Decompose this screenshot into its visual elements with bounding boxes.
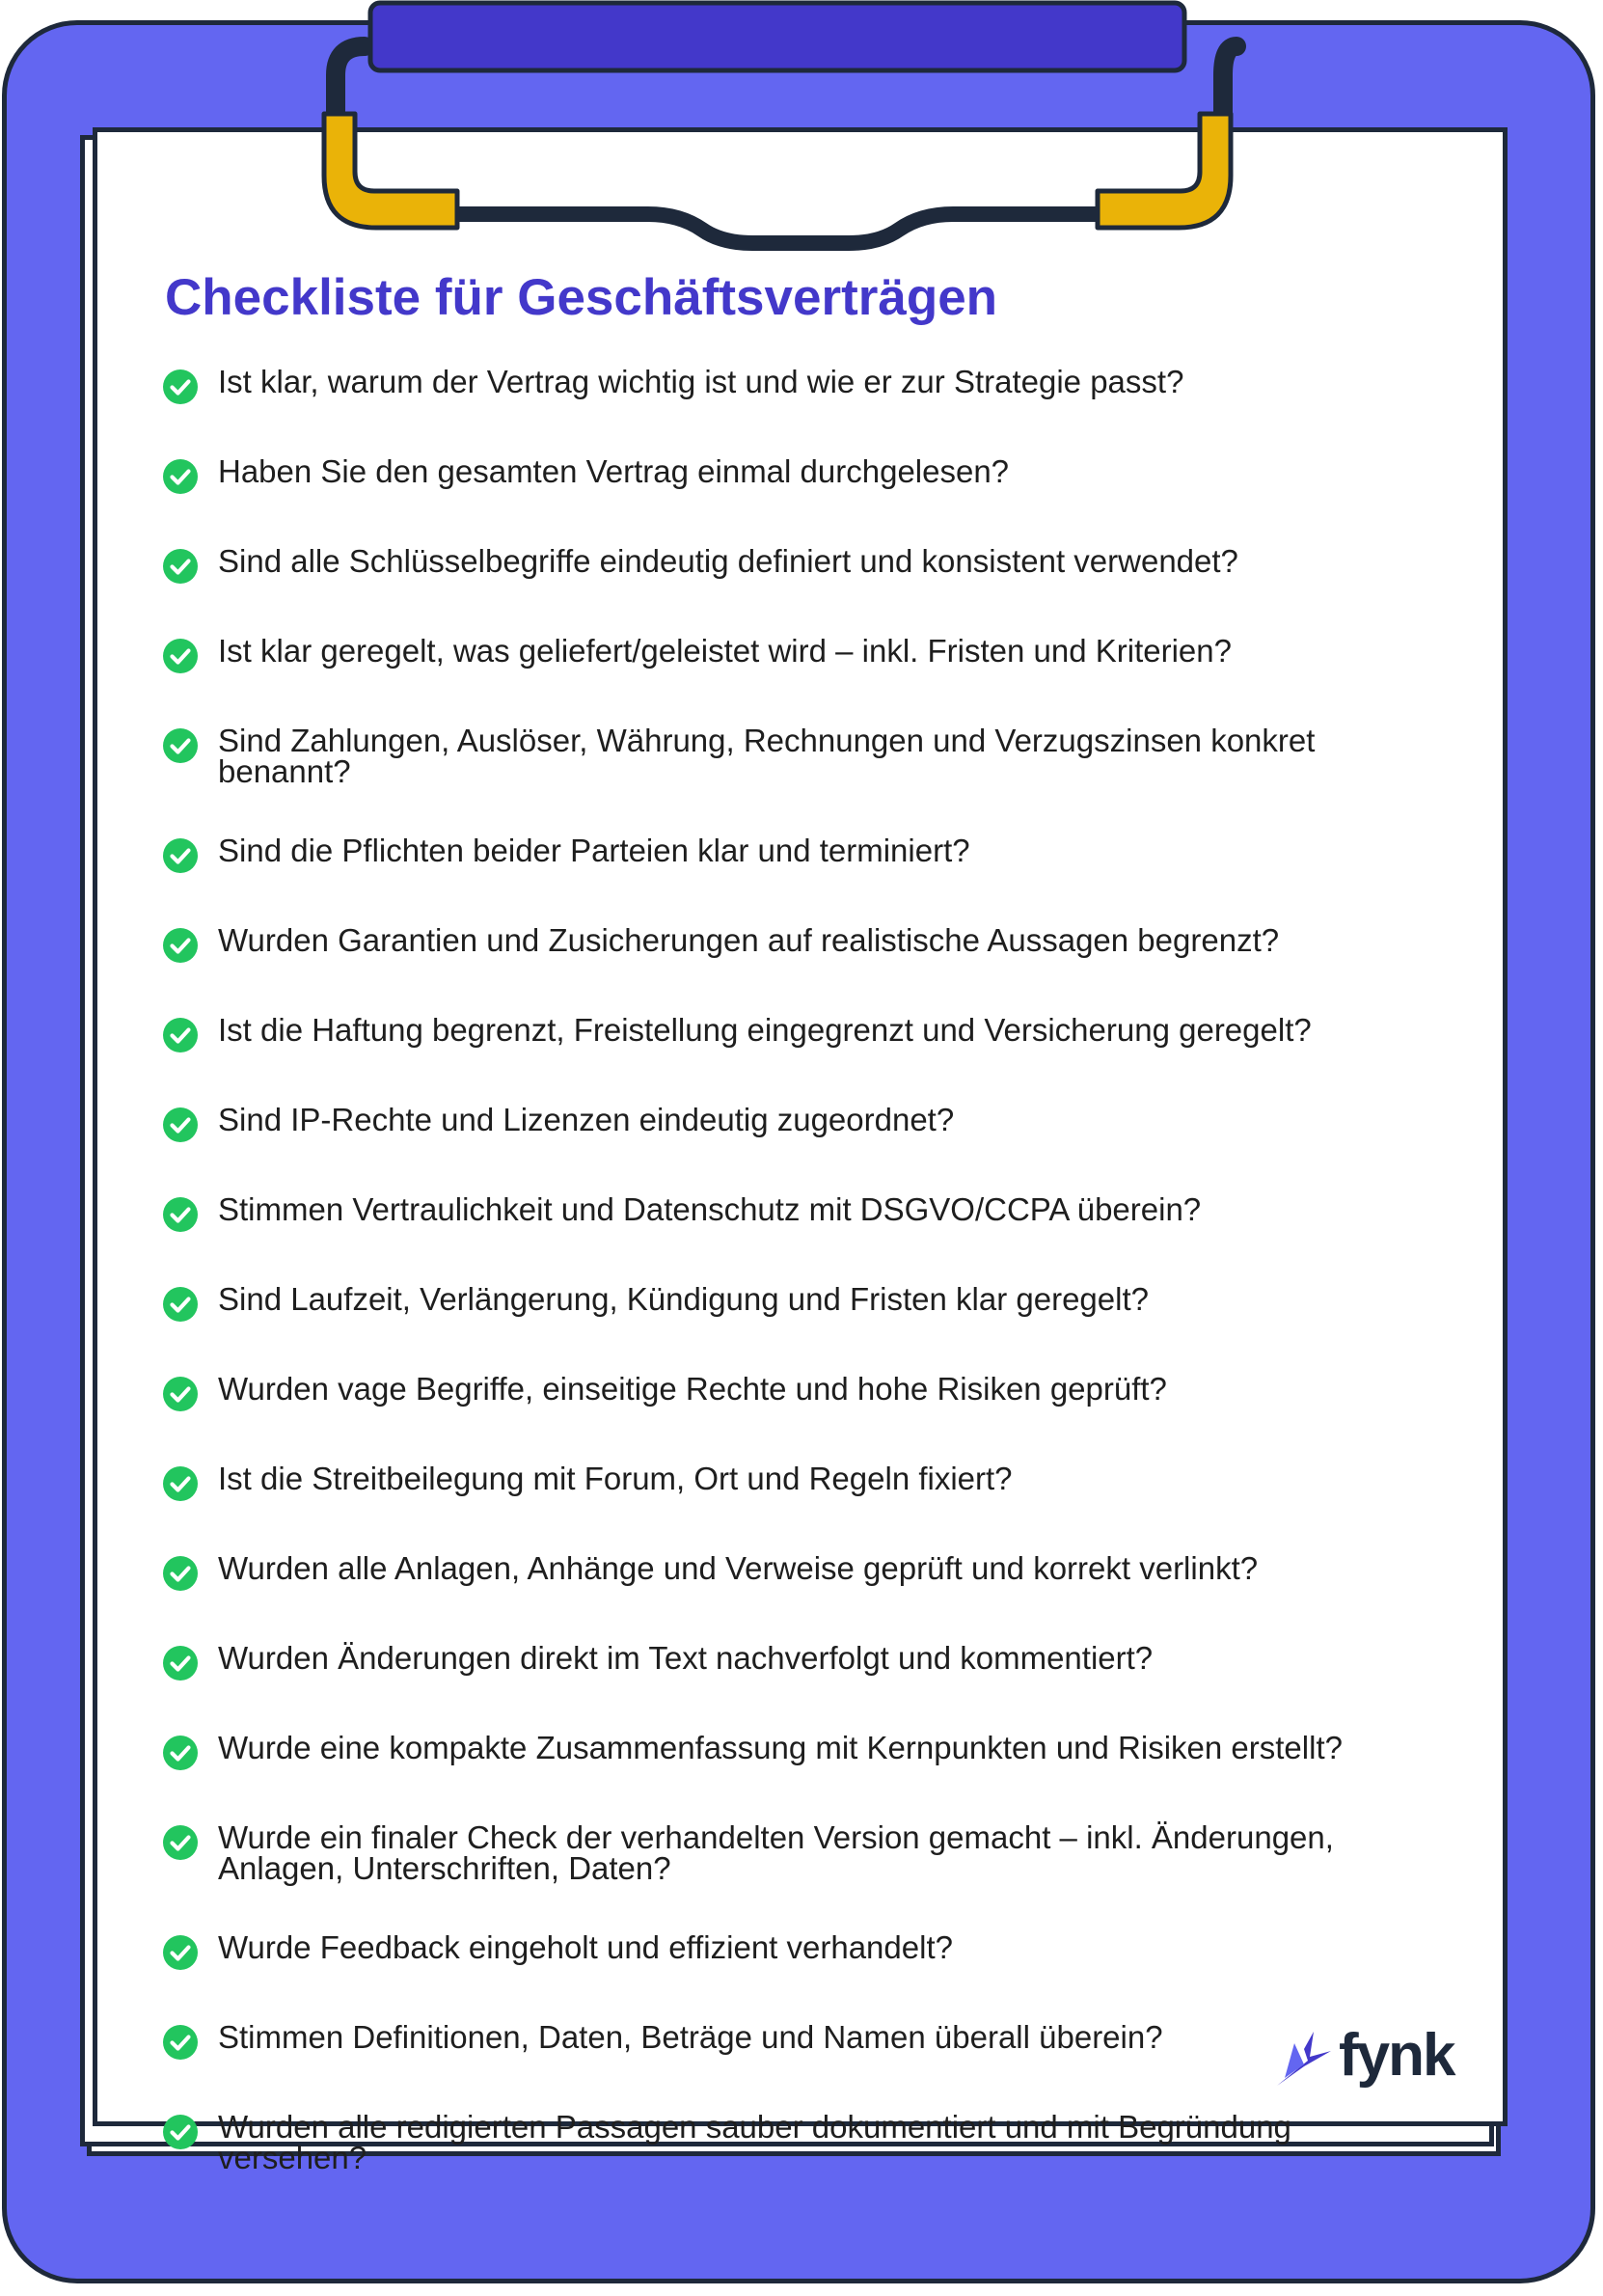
check-circle-icon bbox=[162, 1465, 199, 1502]
checklist-item bbox=[162, 1102, 1445, 1143]
checklist-item-text: Haben Sie den gesamten Vertrag einmal durchgelesen? bbox=[218, 453, 1010, 489]
checklist-item bbox=[162, 1281, 1445, 1323]
checklist-item-text: Wurden Änderungen direkt im Text nachverfolgt und kommentiert? bbox=[218, 1640, 1154, 1676]
check-circle-icon bbox=[162, 1735, 199, 1771]
checklist-item-text: Wurde ein finaler Check der verhandelten Version gemacht – inkl. Änderungen, Anlagen, Unterschriften, Daten? bbox=[218, 1819, 1334, 1886]
check-circle-icon bbox=[162, 1196, 199, 1233]
checklist-item bbox=[162, 1012, 1445, 1053]
checklist-item bbox=[162, 835, 1445, 874]
check-circle-icon bbox=[162, 458, 199, 495]
check-circle-icon bbox=[162, 927, 199, 964]
checklist-item-text: Ist klar, warum der Vertrag wichtig ist und wie er zur Strategie passt? bbox=[218, 364, 1184, 399]
checklist-item-text: Sind Zahlungen, Auslöser, Währung, Rechnungen und Verzugszinsen konkret benannt? bbox=[218, 723, 1316, 789]
checklist-item-text: Sind IP-Rechte und Lizenzen eindeutig zugeordnet? bbox=[218, 1102, 955, 1137]
logo-wordmark: fynk bbox=[1339, 2022, 1454, 2089]
brand-logo bbox=[1275, 2022, 1454, 2090]
check-circle-icon bbox=[162, 1376, 199, 1412]
checklist-item-text: Wurde Feedback eingeholt und effizient verhandelt? bbox=[218, 1929, 953, 1965]
checklist bbox=[162, 364, 1445, 2222]
checklist-item-text: Sind die Pflichten beider Parteien klar und terminiert? bbox=[218, 833, 970, 868]
checklist-item bbox=[162, 1191, 1445, 1233]
checklist-item bbox=[162, 2019, 1445, 2061]
check-circle-icon bbox=[162, 1107, 199, 1143]
checklist-item bbox=[162, 1730, 1445, 1771]
check-circle-icon bbox=[162, 638, 199, 674]
checklist-item bbox=[162, 725, 1445, 787]
checklist-item-text: Stimmen Vertraulichkeit und Datenschutz mit DSGVO/CCPA überein? bbox=[218, 1191, 1202, 1227]
checklist-item bbox=[162, 922, 1445, 964]
clip-hook-right bbox=[1098, 114, 1231, 228]
checklist-item bbox=[162, 1463, 1445, 1502]
checklist-item-text: Wurden alle Anlagen, Anhänge und Verweise geprüft und korrekt verlinkt? bbox=[218, 1550, 1259, 1586]
checklist-item bbox=[162, 1371, 1445, 1412]
checklist-item-text: Stimmen Definitionen, Daten, Beträge und Namen überall überein? bbox=[218, 2019, 1163, 2055]
bird-logo-icon bbox=[1275, 2022, 1335, 2090]
check-circle-icon bbox=[162, 2114, 199, 2150]
page-title: Checkliste für Geschäftsverträgen bbox=[165, 269, 998, 326]
checklist-item bbox=[162, 543, 1445, 585]
checklist-item-text: Wurden Garantien und Zusicherungen auf realistische Aussagen begrenzt? bbox=[218, 922, 1280, 958]
checklist-item bbox=[162, 453, 1445, 495]
check-circle-icon bbox=[162, 1645, 199, 1681]
checklist-item bbox=[162, 1929, 1445, 1971]
checklist-item-text: Sind Laufzeit, Verlängerung, Kündigung und Fristen klar geregelt? bbox=[218, 1281, 1149, 1317]
clip-hook-left bbox=[324, 114, 457, 228]
checklist-item-text: Ist die Streitbeilegung mit Forum, Ort und Regeln fixiert? bbox=[218, 1461, 1013, 1496]
checklist-item bbox=[162, 633, 1445, 674]
check-circle-icon bbox=[162, 727, 199, 764]
checklist-item-text: Ist die Haftung begrenzt, Freistellung eingegrenzt und Versicherung geregelt? bbox=[218, 1012, 1312, 1048]
checklist-item bbox=[162, 2109, 1445, 2175]
check-circle-icon bbox=[162, 1824, 199, 1861]
checklist-item-text: Sind alle Schlüsselbegriffe eindeutig definiert und konsistent verwendet? bbox=[218, 543, 1238, 579]
check-circle-icon bbox=[162, 837, 199, 874]
checklist-item bbox=[162, 1640, 1445, 1681]
clip-top-bar bbox=[370, 3, 1184, 70]
clipboard-clip bbox=[0, 0, 1603, 251]
check-circle-icon bbox=[162, 1017, 199, 1053]
checklist-item bbox=[162, 1819, 1445, 1886]
checklist-item-text: Wurde eine kompakte Zusammenfassung mit Kernpunkten und Risiken erstellt? bbox=[218, 1730, 1343, 1765]
check-circle-icon bbox=[162, 1555, 199, 1592]
check-circle-icon bbox=[162, 1934, 199, 1971]
checklist-item-text: Ist klar geregelt, was geliefert/geleistet wird – inkl. Fristen und Kriterien? bbox=[218, 633, 1232, 669]
check-circle-icon bbox=[162, 548, 199, 585]
check-circle-icon bbox=[162, 369, 199, 405]
check-circle-icon bbox=[162, 2024, 199, 2061]
checklist-item bbox=[162, 364, 1445, 405]
checklist-item-text: Wurden alle redigierten Passagen sauber dokumentiert und mit Begründung versehen? bbox=[218, 2109, 1291, 2175]
check-circle-icon bbox=[162, 1286, 199, 1323]
checklist-item bbox=[162, 1550, 1445, 1592]
checklist-item-text: Wurden vage Begriffe, einseitige Rechte und hohe Risiken geprüft? bbox=[218, 1371, 1167, 1407]
